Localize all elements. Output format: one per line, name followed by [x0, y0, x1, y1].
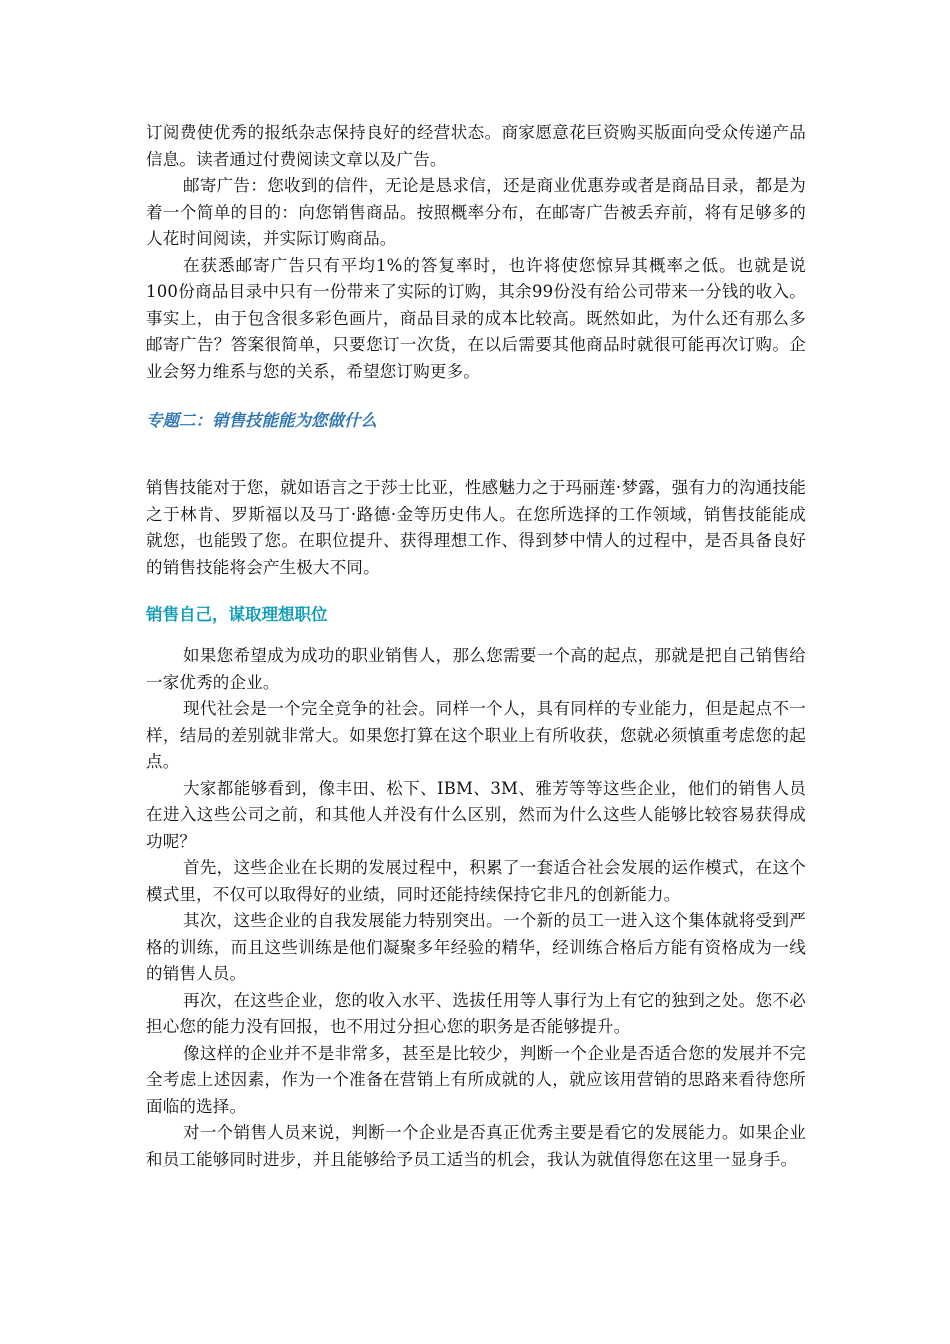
section-2-title: 专题二：销售技能能为您做什么: [146, 411, 377, 430]
section-3-paragraph-4: 首先，这些企业在长期的发展过程中，积累了一套适合社会发展的运作模式，在这个模式里，不仅可以取得好的业绩，同时还能持续保持它非凡的创新能力。: [146, 858, 806, 904]
section-3-title: 销售自己，谋取理想职位: [146, 605, 328, 624]
section-3-paragraph-1: 如果您希望成为成功的职业销售人，那么您需要一个高的起点，那就是把自己销售给一家优秀的企业。: [146, 646, 806, 692]
intro-paragraph-3: 在获悉邮寄广告只有平均1%的答复率时，也许将使您惊异其概率之低。也就是说100份商品目录中只有一份带来了实际的订购，其余99份没有给公司带来一分钱的收入。事实上，由于包含很多彩色画片，商品目录的成本比较高。既然如此，为什么还有那么多邮寄广告？答案很简单，只要您订一次货，在以后需要其他商品时就很可能再次订购。企业会努力维系与您的关系，希望您订购更多。: [146, 255, 806, 381]
section-3-paragraph-7: 像这样的企业并不是非常多，甚至是比较少，判断一个企业是否适合您的发展并不完全考虑上述因素，作为一个准备在营销上有所成就的人，就应该用营销的思路来看待您所面临的选择。: [146, 1043, 806, 1116]
section-3-paragraph-8: 对一个销售人员来说，判断一个企业是否真正优秀主要是看它的发展能力。如果企业和员工能够同时进步，并且能够给予员工适当的机会，我认为就值得您在这里一显身手。: [146, 1123, 806, 1169]
section-3-paragraph-3: 大家都能够看到，像丰田、松下、IBM、3M、雅芳等等这些企业，他们的销售人员在进入这些公司之前，和其他人并没有什么区别，然而为什么这些人能够比较容易获得成功呢？: [146, 778, 806, 851]
document-page: [146, 120, 806, 1173]
section-3-paragraph-5: 其次，这些企业的自我发展能力特别突出。一个新的员工一进入这个集体就将受到严格的训练，而且这些训练是他们凝聚多年经验的精华，经训练合格后方能有资格成为一线的销售人员。: [146, 911, 806, 983]
section-3-paragraph-6: 再次，在这些企业，您的收入水平、选拔任用等人事行为上有它的独到之处。您不必担心您的能力没有回报，也不用过分担心您的职务是否能够提升。: [146, 990, 806, 1036]
section-3-paragraph-2: 现代社会是一个完全竞争的社会。同样一个人，具有同样的专业能力，但是起点不一样，结局的差别就非常大。如果您打算在这个职业上有所收获，您就必须慎重考虑您的起点。: [146, 699, 806, 771]
intro-paragraph-1: 订阅费使优秀的报纸杂志保持良好的经营状态。商家愿意花巨资购买版面向受众传递产品信息。读者通过付费阅读文章以及广告。: [146, 123, 806, 169]
intro-paragraph-2: 邮寄广告：您收到的信件，无论是恳求信，还是商业优惠券或者是商品目录，都是为着一个简单的目的：向您销售商品。按照概率分布，在邮寄广告被丢弃前，将有足够多的人花时间阅读，并实际订购商品。: [146, 176, 806, 248]
section-2-paragraph: 销售技能对于您，就如语言之于莎士比亚，性感魅力之于玛丽莲·梦露，强有力的沟通技能之于林肯、罗斯福以及马丁·路德·金等历史伟人。在您所选择的工作领域，销售技能能成就您，也能毁了您。在职位提升、获得理想工作、得到梦中情人的过程中，是否具备良好的销售技能将会产生极大不同。: [146, 478, 806, 577]
